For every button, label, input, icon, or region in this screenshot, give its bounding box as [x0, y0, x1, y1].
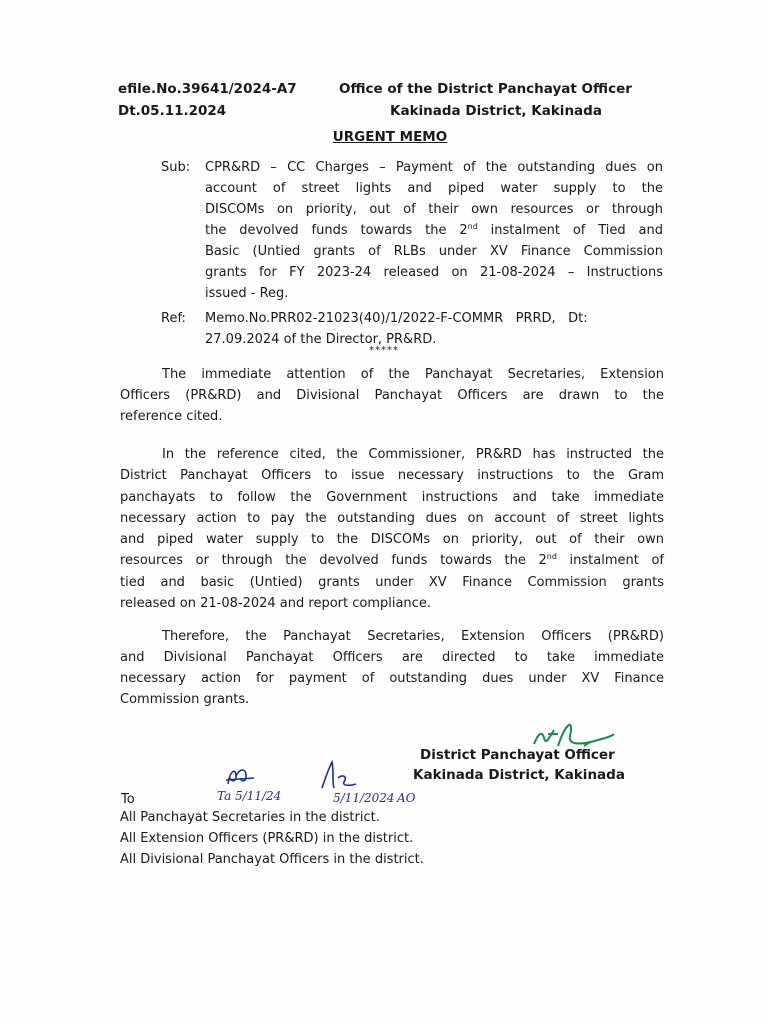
paragraph-line: panchayats to follow the Government instructions and take immediate [120, 489, 664, 505]
paragraph-line-part: resources or through the devolved funds towards the 2 [120, 553, 547, 569]
superscript: nd [546, 552, 557, 562]
reference-text [205, 308, 663, 350]
subject-line: Basic (Untied grants of RLBs under XV Finance Commission [205, 244, 663, 259]
memo-date: Dt.05.11.2024 [118, 103, 227, 119]
paragraph-line: necessary action to pay the outstanding dues on account of street lights [120, 510, 664, 526]
paragraph-line: District Panchayat Officers to issue necessary instructions to the Gram [120, 468, 664, 484]
subject-line: issued - Reg. [205, 286, 289, 301]
subject-line-part: the devolved funds towards the 2 [205, 223, 468, 238]
paragraph-line: Commission grants. [120, 692, 250, 707]
signatory-place: Kakinada District, Kakinada [413, 767, 625, 783]
paragraph-line: The immediate attention of the Panchayat Secretaries, Extension [162, 367, 664, 382]
initial-mark-2 [316, 758, 360, 792]
paragraph-line: In the reference cited, the Commissioner, PR&RD has instructed the [162, 447, 664, 462]
superscript: nd [467, 222, 478, 231]
reference-label: Ref: [161, 311, 186, 326]
paragraph-line-part: instalment of [556, 553, 665, 569]
subject-line: account of street lights and piped water supply to the [205, 181, 663, 196]
paragraph-line: and piped water supply to the DISCOMs on priority, out of their own [120, 532, 664, 548]
paragraph-line: reference cited. [120, 409, 223, 424]
subject-line: grants for FY 2023-24 released on 21-08-2024 – Instructions [205, 265, 663, 280]
file-number: efile.No.39641/2024-A7 [118, 81, 297, 97]
paragraph-1 [120, 364, 664, 427]
subject-line-part: instalment of Tied and [477, 223, 663, 238]
reference-line: Memo.No.PRR02-21023(40)/1/2022-F-COMMR PRRD, Dt: [205, 311, 588, 326]
recipients-list [120, 807, 424, 870]
recipient-item: All Panchayat Secretaries in the district. [120, 810, 380, 825]
paragraph-3 [120, 626, 664, 710]
paragraph-line: released on 21-08-2024 and report compliance. [120, 596, 431, 612]
office-location: Kakinada District, Kakinada [390, 103, 602, 119]
paragraph-2 [120, 444, 664, 614]
paragraph-line: necessary action for payment of outstanding dues under XV Finance [120, 671, 664, 686]
separator: ***** [369, 345, 399, 356]
subject-line [205, 220, 663, 241]
recipient-item: All Divisional Panchayat Officers in the district. [120, 852, 424, 867]
paragraph-line [120, 550, 664, 571]
subject-label: Sub: [161, 160, 191, 175]
signatory-title: District Panchayat Officer [420, 747, 615, 763]
subject-line: DISCOMs on priority, out of their own resources or through [205, 202, 663, 217]
handwritten-initial-3: AO [397, 791, 416, 805]
memo-title: URGENT MEMO [332, 129, 448, 145]
subject-line: CPR&RD – CC Charges – Payment of the outstanding dues on [205, 160, 663, 175]
subject-text [205, 157, 663, 304]
recipient-item: All Extension Officers (PR&RD) in the district. [120, 831, 414, 846]
handwritten-initial-1: Ta 5/11/24 [217, 789, 282, 803]
paragraph-line: tied and basic (Untied) grants under XV Finance Commission grants [120, 574, 664, 590]
office-name: Office of the District Panchayat Officer [339, 81, 632, 97]
to-label: To [121, 792, 135, 807]
initial-mark [222, 764, 262, 790]
paragraph-line: and Divisional Panchayat Officers are directed to take immediate [120, 650, 664, 665]
handwritten-initial-2: 5/11/2024 [333, 791, 395, 805]
reference-line: 27.09.2024 of the Director, PR&RD. [205, 332, 437, 347]
paragraph-line: Therefore, the Panchayat Secretaries, Extension Officers (PR&RD) [162, 629, 664, 644]
paragraph-line: Officers (PR&RD) and Divisional Panchayat Officers are drawn to the [120, 388, 664, 403]
